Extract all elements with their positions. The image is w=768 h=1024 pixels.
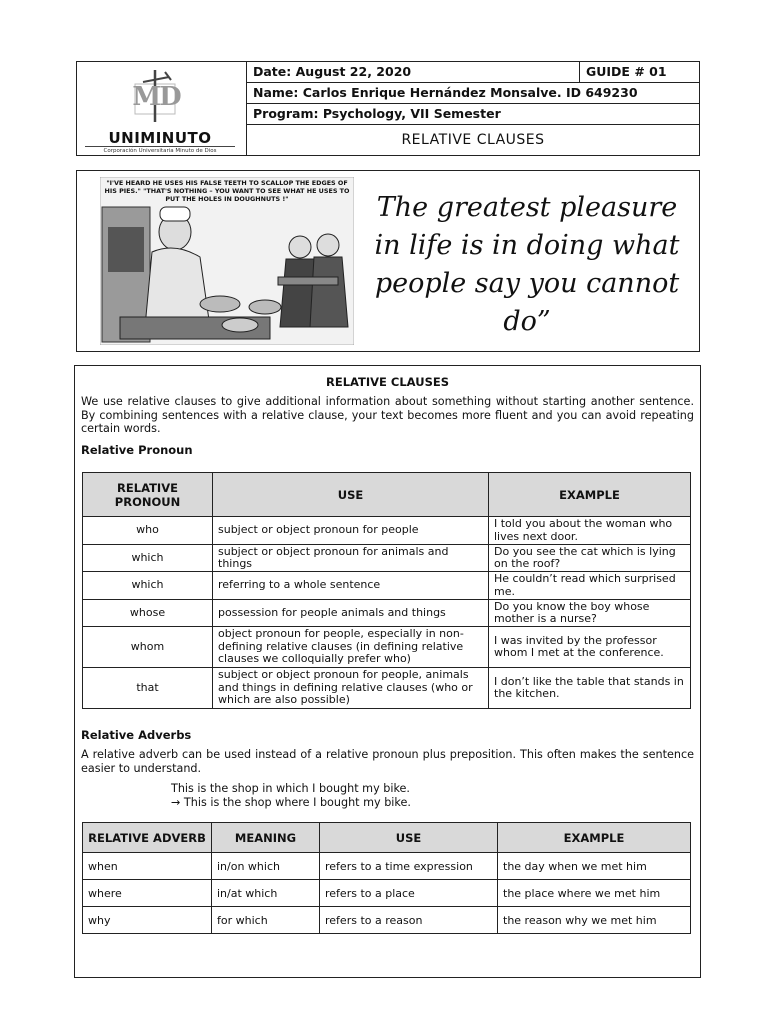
main-content [74, 365, 701, 978]
table-cell: whom [83, 627, 213, 668]
table-row [83, 627, 691, 668]
table-cell: which [83, 572, 213, 600]
table-cell: which [83, 545, 213, 572]
table-row [83, 572, 691, 600]
guide-number: GUIDE # 01 [579, 62, 699, 83]
table-cell: I told you about the woman who lives next door. [489, 517, 691, 545]
table-cell: referring to a whole sentence [213, 572, 489, 600]
table-cell: in/on which [212, 853, 320, 880]
table-row [83, 600, 691, 627]
column-header: USE [213, 473, 489, 517]
document-header [76, 61, 700, 156]
table-row [83, 880, 691, 907]
table-row [83, 545, 691, 572]
table-cell: the day when we met him [498, 853, 691, 880]
table-cell: why [83, 907, 212, 934]
relative-adverb-table [82, 822, 691, 934]
cartoon-caption: "I'VE HEARD HE USES HIS FALSE TEETH TO SCALLOP THE EDGES OF HIS PIES." "THAT'S NOTHING – YOU WANT TO SEE WHAT HE USES TO PUT THE HOLES IN DOUGHNUTS !" [104, 179, 350, 203]
relative-pronoun-heading: Relative Pronoun [81, 443, 193, 457]
table-cell: that [83, 668, 213, 709]
table-cell: subject or object pronoun for people [213, 517, 489, 545]
table-row [83, 907, 691, 934]
table-cell: the reason why we met him [498, 907, 691, 934]
table-cell: refers to a place [320, 880, 498, 907]
adverb-intro-paragraph: A relative adverb can be used instead of a relative pronoun plus preposition. This often makes the sentence easier to understand. [81, 748, 694, 775]
logo-initials: MD [132, 82, 180, 112]
table-cell: when [83, 853, 212, 880]
table-header-row [83, 823, 691, 853]
relative-pronoun-table [82, 472, 691, 709]
intro-paragraph: We use relative clauses to give additional information about something without starting another sentence. By combining sentences with a relative clause, your text becomes more fluent and you can avoid repeating certain words. [81, 395, 694, 435]
logo-subtitle: Corporación Universitaria Minuto de Dios [85, 146, 235, 154]
table-cell: the place where we met him [498, 880, 691, 907]
column-header: RELATIVE ADVERB [83, 823, 212, 853]
logo-name: UNIMINUTO [108, 129, 212, 147]
table-cell: Do you know the boy whose mother is a nurse? [489, 600, 691, 627]
header-title: RELATIVE CLAUSES [401, 132, 545, 148]
column-header: MEANING [212, 823, 320, 853]
bakery-cartoon-image [100, 177, 354, 345]
table-cell: refers to a time expression [320, 853, 498, 880]
table-cell: where [83, 880, 212, 907]
table-cell: subject or object pronoun for animals and things [213, 545, 489, 572]
table-cell: I don’t like the table that stands in the kitchen. [489, 668, 691, 709]
table-cell: in/at which [212, 880, 320, 907]
motivational-quote: The greatest pleasure in life is in doing what people say you cannot do” [374, 192, 680, 337]
table-row [83, 853, 691, 880]
example-sentence-rewritten: → This is the shop where I bought my bike. [171, 796, 411, 809]
table-cell: who [83, 517, 213, 545]
table-cell: I was invited by the professor whom I met at the conference. [489, 627, 691, 668]
date-field: Date: August 22, 2020 [247, 62, 579, 83]
table-cell: Do you see the cat which is lying on the roof? [489, 545, 691, 572]
section-title: RELATIVE CLAUSES [325, 375, 449, 389]
table-cell: refers to a reason [320, 907, 498, 934]
column-header: EXAMPLE [498, 823, 691, 853]
example-sentence: This is the shop in which I bought my bike. [171, 782, 410, 795]
program-field: Program: Psychology, VII Semester [247, 104, 699, 125]
relative-adverbs-heading: Relative Adverbs [81, 728, 192, 742]
table-row [83, 517, 691, 545]
column-header: EXAMPLE [489, 473, 691, 517]
column-header: RELATIVE PRONOUN [83, 473, 213, 517]
uniminuto-logo [77, 62, 247, 155]
table-cell: possession for people animals and things [213, 600, 489, 627]
table-cell: subject or object pronoun for people, animals and things in defining relative clauses (who or which are also possible) [213, 668, 489, 709]
table-header-row [83, 473, 691, 517]
table-cell: for which [212, 907, 320, 934]
table-cell: whose [83, 600, 213, 627]
quote-section [76, 170, 700, 352]
table-cell: object pronoun for people, especially in non-defining relative clauses (in defining relative clauses we colloquially prefer who) [213, 627, 489, 668]
table-cell: He couldn’t read which surprised me. [489, 572, 691, 600]
student-name: Name: Carlos Enrique Hernández Monsalve. ID 649230 [247, 83, 699, 104]
table-row [83, 668, 691, 709]
column-header: USE [320, 823, 498, 853]
